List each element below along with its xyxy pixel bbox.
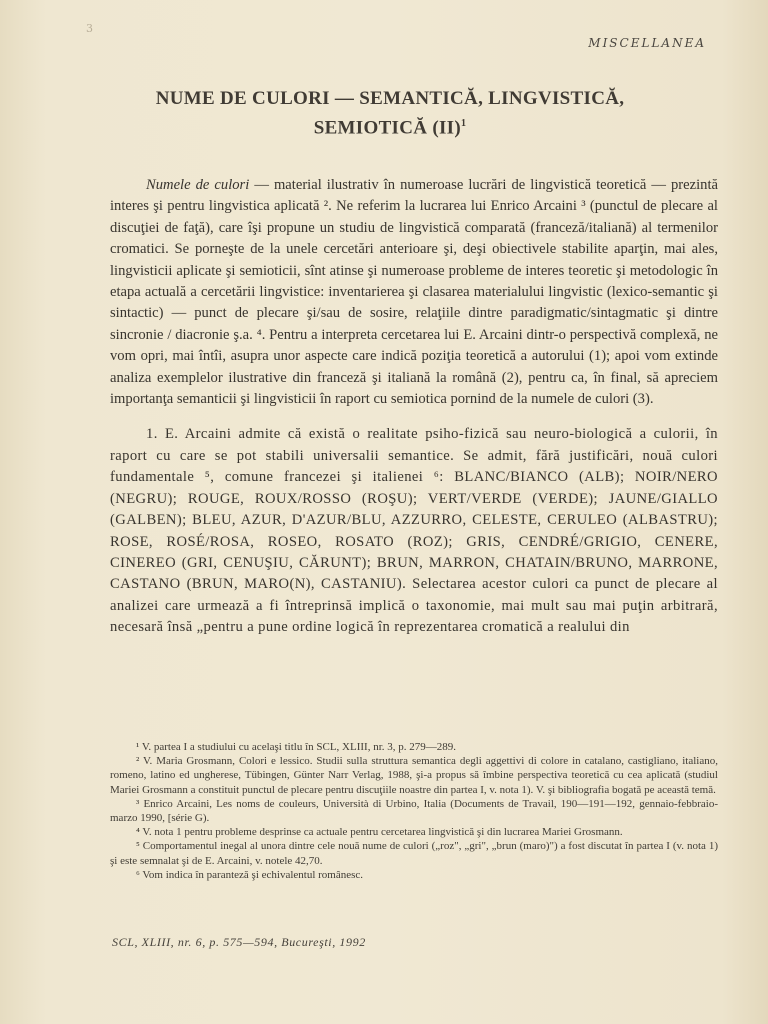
article-title: [100, 86, 680, 140]
footnote-2: ² V. Maria Grosmann, Colori e lessico. Studii sulla struttura semantica degli aggettivi di colore in catalano, castigliano, italiano, romeno, latino ed ungherese, Tübingen, Günter Narr Verlag, 1988, şi-a propus să îmbine perspectiva teoretică cu cea aplicată (studiul Mariei Grosmann a constituit punctul de plecare pentru discuţiile noastre din partea I, v. nota 1). V. şi bibliografia bogată pe această temă.: [110, 755, 718, 796]
title-line-2: [100, 111, 680, 140]
page-footer-citation: SCL, XLIII, nr. 6, p. 575—594, Bucureşti, 1992: [112, 935, 366, 949]
section-header: MISCELLANEA: [588, 36, 706, 50]
paragraph-2: [110, 424, 718, 638]
paragraph-1: [110, 175, 718, 410]
page-corner-mark: 3: [86, 22, 93, 35]
title-line-1: NUME DE CULORI — SEMANTICĂ, LINGVISTICĂ,: [155, 88, 625, 109]
footnotes: [110, 740, 718, 882]
footnote-4: ⁴ V. nota 1 pentru probleme desprinse ca actuale pentru cercetarea lingvistică şi din lucrarea Mariei Grosmann.: [136, 826, 623, 839]
article-body: [110, 175, 718, 639]
paragraph-2-text: 1. E. Arcaini admite că există o realitate psiho-fizică sau neuro-biologică a culorii, în raport cu care se pot stabili universalii semantice. Se admit, fără justificări, nouă culori fundamentale ⁵, comune francezei şi italienei ⁶: BLANC/BIANCO (ALB); NOIR/NERO (NEGRU); ROUGE, ROUX/ROSSO (ROŞU); VERT/VERDE (VERDE); JAUNE/GIALLO (GALBEN); BLEU, AZUR, D'AZUR/BLU, AZZURRO, CELESTE, CERULEO (ALBASTRU); ROSE, ROSÉ/ROSA, ROSEO, ROSATO (ROZ); GRIS, CENDRÉ/GRIGIO, CENERE, CINEREO (GRI, CENUŞIU, CĂRUNT); BRUN, MARRON, CHATAIN/BRUNO, MARRONE, CASTANO (BRUN, MARO(N), CASTANIU). Selectarea acestor culori ca punct de plecare al analizei care urmează a fi întreprinsă implică o taxonomie, mai mult sau mai puţin arbitrară, necesară însă „pentru a pune ordine logică în reprezentarea cromatică a realului din: [110, 426, 718, 636]
title-footnote-mark: 1: [460, 118, 467, 129]
footnote-1: ¹ V. partea I a studiului cu acelaşi titlu în SCL, XLIII, nr. 3, p. 279—289.: [136, 741, 457, 753]
title-line-2-text: SEMIOTICĂ (II): [313, 117, 461, 139]
footnote-5: ⁵ Comportamentul inegal al unora dintre cele nouă nume de culori („roz", „gri", „brun (maro)") a fost discutat în partea I (v. nota 1) şi este semnalat şi de E. Arcaini, v. notele 42,70.: [110, 840, 718, 867]
footnote-6: ⁶ Vom indica în paranteză şi echivalentul românesc.: [136, 868, 364, 881]
paragraph-1-text: — material ilustrativ în numeroase lucrări de lingvistică teoretică — prezintă interes şi pentru lingvistica aplicată ². Ne referim la lucrarea lui Enrico Arcaini ³ (punctul de plecare al discuţiei de faţă), care îşi propune un studiu de lingvistică comparată (franceză/italiană) al termenilor cromatici. Se porneşte de la unele cercetări anterioare şi, deşi obiectivele stabilite aparţin, mai ales, lingvisticii aplicate şi semioticii, sînt atinse şi numeroase probleme de interes teoretic şi metodologic în etapa actuală a cercetării lingvistice: inventarierea şi clasarea materialului lingvistic (lexico-semantic şi sintactic) — punct de plecare şi/sau de sosire, relaţiile dintre paradigmatic/sintagmatic şi dintre sincronie / diacronie ş.a. ⁴. Pentru a interpreta cercetarea lui E. Arcaini dintr-o perspectivă complexă, ne vom opri, mai întîi, asupra unor aspecte care indică poziţia teoretică a autorului (1); apoi vom extinde analiza exemplelor ilustrative din franceză şi italiană la română (2), pentru ca, în final, să apreciem importanţa semanticii şi lingvisticii în raport cu semiotica pornind de la numele de culori (3).: [110, 177, 718, 408]
footnote-3: ³ Enrico Arcaini, Les noms de couleurs, Università di Urbino, Italia (Documents de Travail, 190—191—192, gennaio-febbraio-marzo 1990, [série G).: [110, 797, 718, 825]
paragraph-1-italic-lead: Numele de culori: [146, 177, 250, 193]
